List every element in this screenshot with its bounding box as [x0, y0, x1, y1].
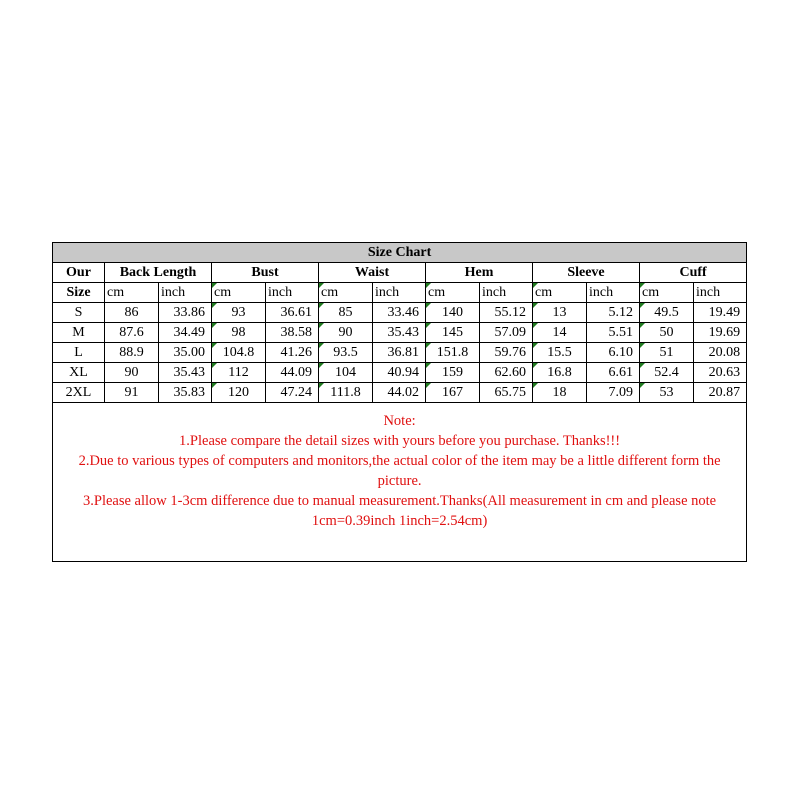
group-header-waist: Waist: [319, 263, 426, 283]
inch-value-cell: 5.12: [587, 303, 640, 323]
size-label: XL: [53, 363, 105, 383]
inch-value-cell: 47.24: [266, 383, 319, 403]
cm-value-cell: 88.9: [105, 343, 159, 363]
table-row: [53, 363, 747, 383]
inch-value-cell: 40.94: [373, 363, 426, 383]
note-line-2: 2.Due to various types of computers and monitors,the actual color of the item may be a little different form the picture.: [78, 453, 721, 489]
cm-value-cell: 16.8: [533, 363, 587, 383]
cm-value-cell: 85: [319, 303, 373, 323]
size-label: 2XL: [53, 383, 105, 403]
unit-inch-label: inch: [587, 283, 640, 303]
inch-value-cell: 62.60: [480, 363, 533, 383]
cm-value-cell: 52.4: [640, 363, 694, 383]
inch-value-cell: 33.46: [373, 303, 426, 323]
inch-value-cell: 6.61: [587, 363, 640, 383]
inch-value-cell: 19.69: [694, 323, 747, 343]
cm-value-cell: 145: [426, 323, 480, 343]
unit-cm-label: cm: [319, 283, 373, 303]
inch-value-cell: 55.12: [480, 303, 533, 323]
cm-value-cell: 98: [212, 323, 266, 343]
unit-cm-label: cm: [533, 283, 587, 303]
cm-value-cell: 93: [212, 303, 266, 323]
note-line-1: 1.Please compare the detail sizes with yours before you purchase. Thanks!!!: [179, 433, 621, 449]
size-label: L: [53, 343, 105, 363]
unit-inch-label: inch: [694, 283, 747, 303]
cm-value-cell: 18: [533, 383, 587, 403]
notes-section: [53, 403, 747, 562]
inch-value-cell: 35.43: [159, 363, 212, 383]
inch-value-cell: 44.02: [373, 383, 426, 403]
inch-value-cell: 20.63: [694, 363, 747, 383]
inch-value-cell: 36.81: [373, 343, 426, 363]
inch-value-cell: 35.83: [159, 383, 212, 403]
group-header-hem: Hem: [426, 263, 533, 283]
unit-inch-label: inch: [159, 283, 212, 303]
cm-value-cell: 13: [533, 303, 587, 323]
inch-value-cell: 35.43: [373, 323, 426, 343]
unit-inch-label: inch: [373, 283, 426, 303]
inch-value-cell: 57.09: [480, 323, 533, 343]
inch-value-cell: 5.51: [587, 323, 640, 343]
group-header-cuff: Cuff: [640, 263, 747, 283]
cm-value-cell: 167: [426, 383, 480, 403]
cm-value-cell: 140: [426, 303, 480, 323]
inch-value-cell: 6.10: [587, 343, 640, 363]
cm-value-cell: 91: [105, 383, 159, 403]
cm-value-cell: 15.5: [533, 343, 587, 363]
cm-value-cell: 90: [105, 363, 159, 383]
size-chart-title: Size Chart: [53, 243, 747, 263]
cm-value-cell: 111.8: [319, 383, 373, 403]
note-line-3: 3.Please allow 1-3cm difference due to manual measurement.Thanks(All measurement in cm and please note 1cm=0.39inch 1inch=2.54cm): [83, 493, 717, 529]
inch-value-cell: 44.09: [266, 363, 319, 383]
size-chart-table: [52, 242, 747, 562]
cm-value-cell: 151.8: [426, 343, 480, 363]
unit-inch-label: inch: [266, 283, 319, 303]
group-header-back-length: Back Length: [105, 263, 212, 283]
cm-value-cell: 87.6: [105, 323, 159, 343]
size-header-our: Our: [53, 263, 105, 283]
unit-inch-label: inch: [480, 283, 533, 303]
inch-value-cell: 33.86: [159, 303, 212, 323]
group-header-bust: Bust: [212, 263, 319, 283]
cm-value-cell: 93.5: [319, 343, 373, 363]
cm-value-cell: 50: [640, 323, 694, 343]
size-header-size: Size: [53, 283, 105, 303]
table-row: [53, 383, 747, 403]
inch-value-cell: 34.49: [159, 323, 212, 343]
inch-value-cell: 20.87: [694, 383, 747, 403]
table-row: [53, 343, 747, 363]
cm-value-cell: 90: [319, 323, 373, 343]
inch-value-cell: 20.08: [694, 343, 747, 363]
size-label: M: [53, 323, 105, 343]
inch-value-cell: 41.26: [266, 343, 319, 363]
unit-cm-label: cm: [640, 283, 694, 303]
note-heading: Note:: [383, 413, 416, 429]
unit-cm-label: cm: [212, 283, 266, 303]
inch-value-cell: 36.61: [266, 303, 319, 323]
inch-value-cell: 59.76: [480, 343, 533, 363]
table-row: [53, 323, 747, 343]
group-header-sleeve: Sleeve: [533, 263, 640, 283]
unit-cm-label: cm: [426, 283, 480, 303]
cm-value-cell: 159: [426, 363, 480, 383]
cm-value-cell: 86: [105, 303, 159, 323]
cm-value-cell: 49.5: [640, 303, 694, 323]
cm-value-cell: 51: [640, 343, 694, 363]
inch-value-cell: 38.58: [266, 323, 319, 343]
unit-cm-label: cm: [105, 283, 159, 303]
cm-value-cell: 104.8: [212, 343, 266, 363]
size-label: S: [53, 303, 105, 323]
cm-value-cell: 104: [319, 363, 373, 383]
inch-value-cell: 35.00: [159, 343, 212, 363]
cm-value-cell: 112: [212, 363, 266, 383]
cm-value-cell: 53: [640, 383, 694, 403]
cm-value-cell: 120: [212, 383, 266, 403]
inch-value-cell: 7.09: [587, 383, 640, 403]
cm-value-cell: 14: [533, 323, 587, 343]
inch-value-cell: 65.75: [480, 383, 533, 403]
inch-value-cell: 19.49: [694, 303, 747, 323]
table-row: [53, 303, 747, 323]
